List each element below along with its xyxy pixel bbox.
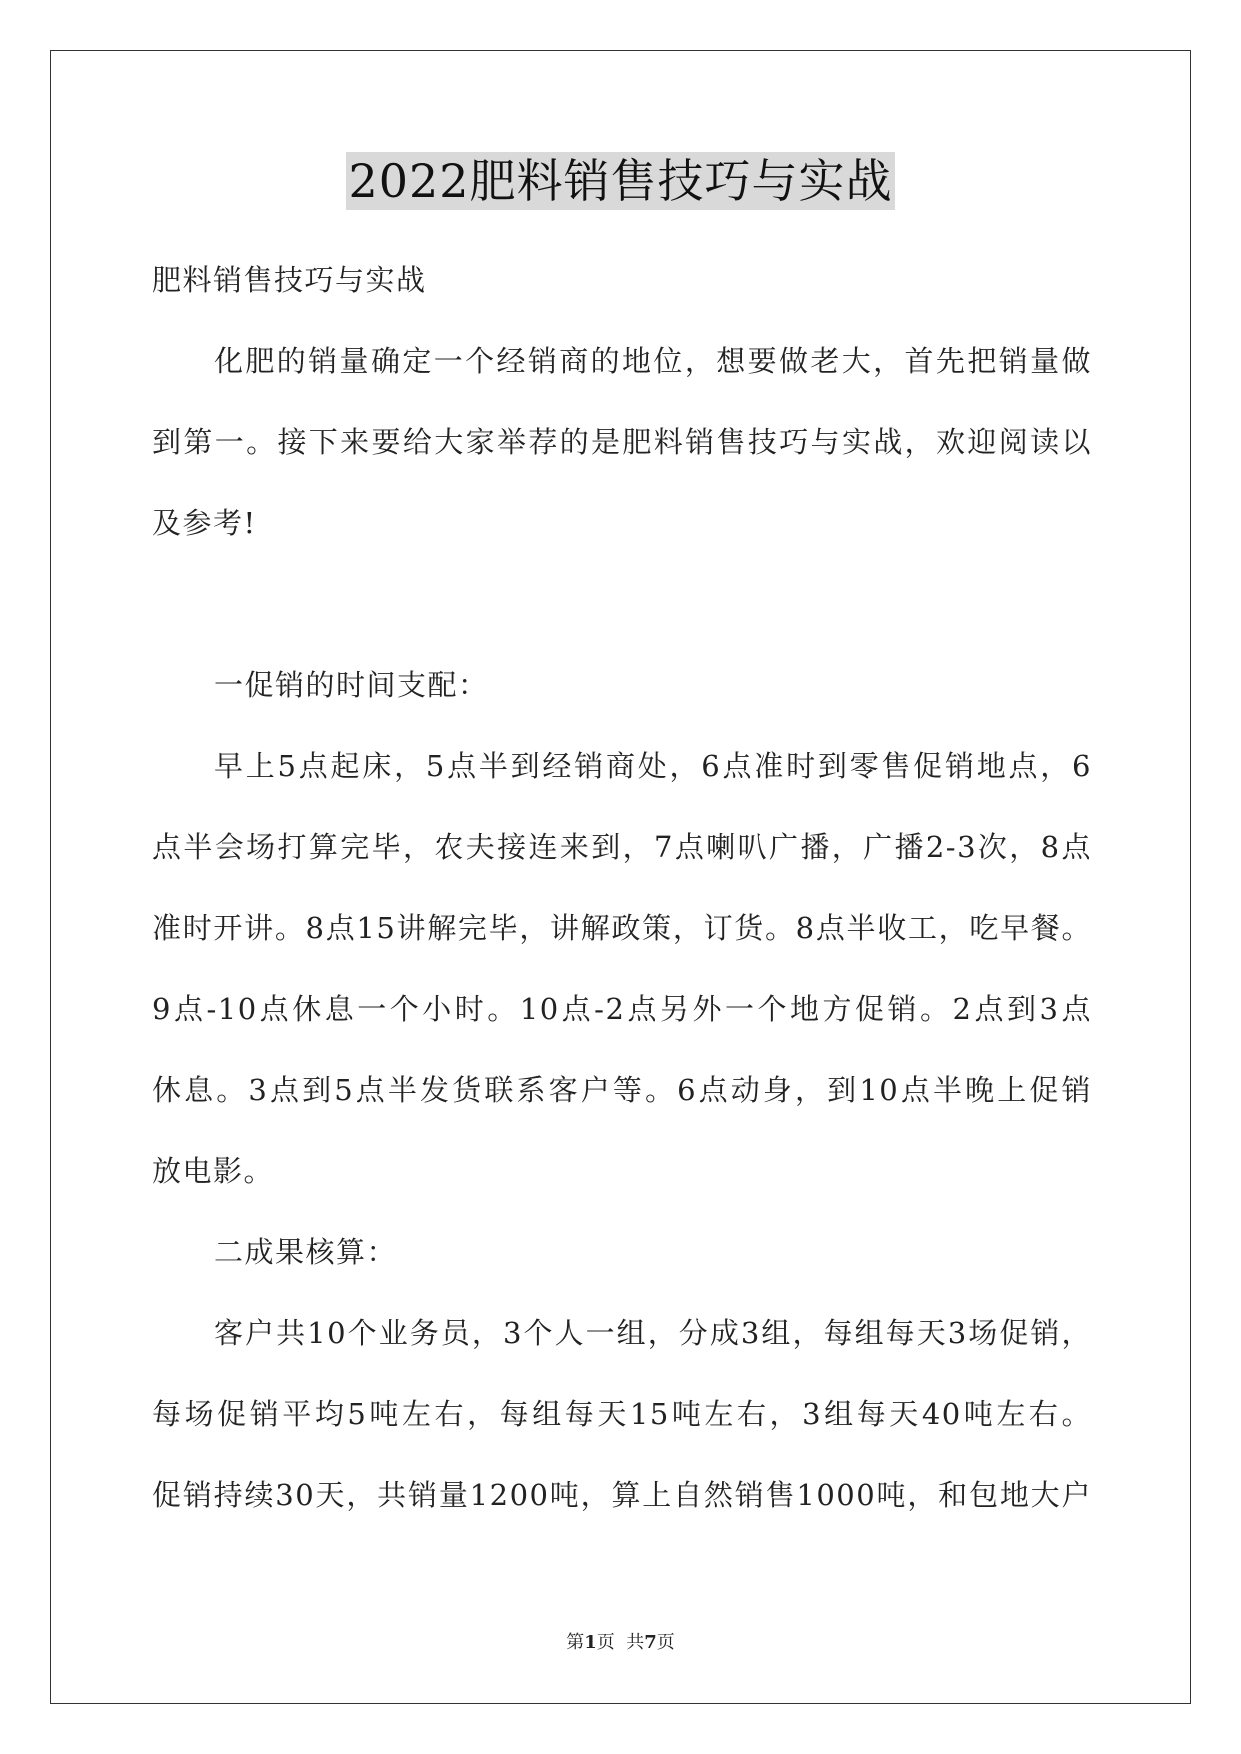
document-title: 2022肥料销售技巧与实战 bbox=[348, 154, 893, 208]
paragraph-line: 促销持续30天，共销量1200吨，算上自然销售1000吨，和包地大户 bbox=[152, 1478, 1092, 1512]
paragraph-line: 化肥的销量确定一个经销商的地位，想要做老大，首先把销量做 bbox=[214, 344, 1092, 378]
paragraph-line: 每场促销平均5吨左右，每组每天15吨左右，3组每天40吨左右。 bbox=[152, 1397, 1092, 1431]
page-total: 7 bbox=[644, 1632, 657, 1653]
paragraph-line: 及参考! bbox=[152, 506, 257, 540]
section-heading: 二成果核算： bbox=[214, 1235, 398, 1269]
page-suffix: 页 bbox=[656, 1632, 675, 1653]
page-footer bbox=[0, 1628, 1241, 1654]
document-body bbox=[152, 240, 1092, 1536]
paragraph-line: 9点-10点休息一个小时。10点-2点另外一个地方促销。2点到3点 bbox=[152, 992, 1092, 1026]
page-mid: 页 共 bbox=[596, 1632, 645, 1653]
title-wrap bbox=[0, 152, 1241, 210]
subtitle-line: 肥料销售技巧与实战 bbox=[152, 263, 427, 297]
blank-line bbox=[152, 564, 1092, 645]
paragraph-line: 客户共10个业务员，3个人一组，分成3组，每组每天3场促销， bbox=[214, 1316, 1092, 1350]
section-heading: 一促销的时间支配： bbox=[214, 668, 489, 702]
paragraph-line: 到第一。接下来要给大家举荐的是肥料销售技巧与实战，欢迎阅读以 bbox=[152, 425, 1092, 459]
paragraph-line: 早上5点起床，5点半到经销商处，6点准时到零售促销地点，6 bbox=[214, 749, 1092, 783]
page-prefix: 第 bbox=[566, 1632, 585, 1653]
paragraph-line: 休息。3点到5点半发货联系客户等。6点动身，到10点半晚上促销 bbox=[152, 1073, 1092, 1107]
paragraph-line: 准时开讲。8点15讲解完毕，讲解政策，订货。8点半收工，吃早餐。 bbox=[152, 911, 1092, 945]
page-current: 1 bbox=[584, 1632, 597, 1653]
paragraph-line: 放电影。 bbox=[152, 1154, 275, 1188]
paragraph-line: 点半会场打算完毕，农夫接连来到，7点喇叭广播，广播2-3次，8点 bbox=[152, 830, 1092, 864]
